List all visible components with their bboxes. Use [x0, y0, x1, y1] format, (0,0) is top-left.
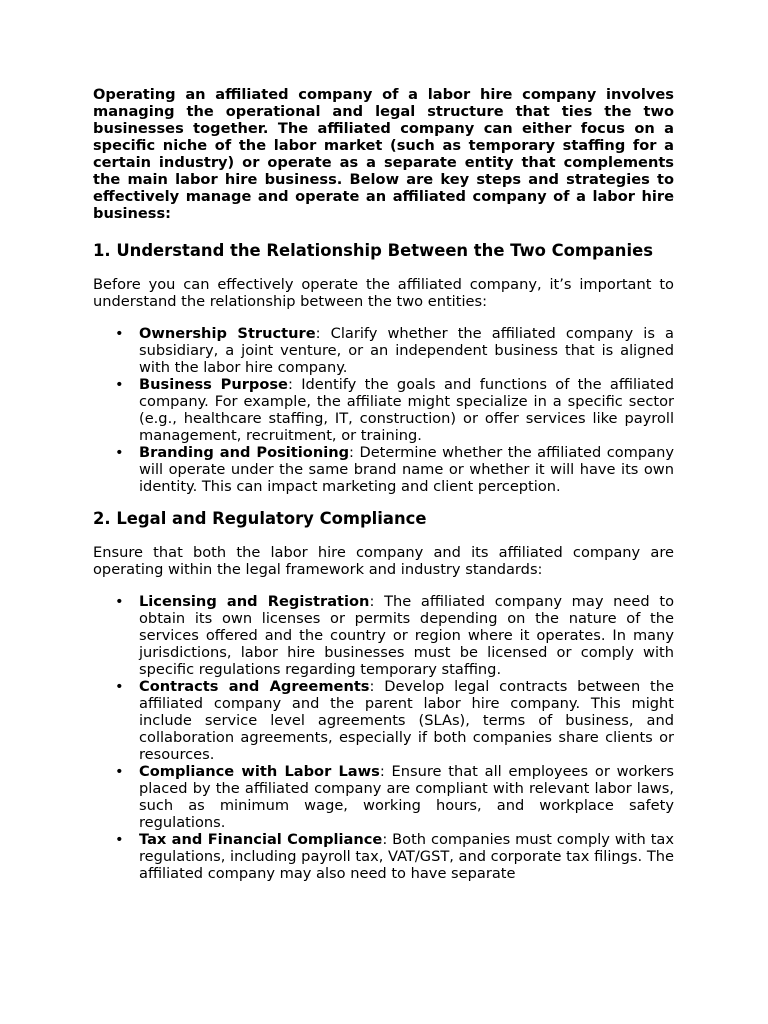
section-2-bullet-list — [93, 593, 674, 882]
list-item — [93, 763, 674, 831]
bullet-text: : Determine whether the affiliated company will operate under the same brand name or whether it will have its own identity. This can impact marketing and client perception. — [139, 444, 674, 495]
section-1-bullet-list — [93, 325, 674, 495]
bullet-term: Licensing and Registration — [139, 593, 370, 610]
bullet-text: : Clarify whether the affiliated company is a subsidiary, a joint venture, or an independent business that is aligned with the labor hire company. — [139, 325, 674, 376]
bullet-text: : Ensure that all employees or workers placed by the affiliated company are compliant with relevant labor laws, such as minimum wage, working hours, and workplace safety regulations. — [139, 763, 674, 831]
section-1-paragraph: Before you can effectively operate the affiliated company, it’s important to understand the relationship between the two entities: — [93, 276, 674, 310]
list-item — [93, 678, 674, 763]
document-page — [93, 86, 674, 882]
bullet-term: Branding and Positioning — [139, 444, 350, 461]
bullet-term: Business Purpose — [139, 376, 288, 393]
list-item — [93, 831, 674, 882]
bullet-text: : Identify the goals and functions of the affiliated company. For example, the affiliate might specialize in a specific sector (e.g., healthcare staffing, IT, construction) or offer services like payroll management, recruitment, or training. — [139, 376, 674, 444]
bullet-icon: • — [115, 678, 124, 695]
list-item — [93, 444, 674, 495]
bullet-term: Tax and Financial Compliance — [139, 831, 383, 848]
bullet-icon: • — [115, 593, 124, 610]
bullet-icon: • — [115, 376, 124, 393]
list-item — [93, 325, 674, 376]
intro-paragraph: Operating an affiliated company of a labor hire company involves managing the operational and legal structure that ties the two businesses together. The affiliated company can either focus on a specific niche of the labor market (such as temporary staffing for a certain industry) or operate as a separate entity that complements the main labor hire business. Below are key steps and strategies to effectively manage and operate an affiliated company of a labor hire business: — [93, 86, 674, 222]
bullet-icon: • — [115, 831, 124, 848]
bullet-text: : The affiliated company may need to obtain its own licenses or permits depending on the nature of the services offered and the country or region where it operates. In many jurisdictions, labor hire businesses must be licensed or comply with specific regulations regarding temporary staffing. — [139, 593, 674, 678]
list-item — [93, 593, 674, 678]
bullet-term: Ownership Structure — [139, 325, 316, 342]
bullet-icon: • — [115, 763, 124, 780]
section-1-heading: 1. Understand the Relationship Between the Two Companies — [93, 241, 653, 260]
section-2-heading: 2. Legal and Regulatory Compliance — [93, 509, 427, 528]
bullet-icon: • — [115, 444, 124, 461]
bullet-text: : Both companies must comply with tax regulations, including payroll tax, VAT/GST, and corporate tax filings. The affiliated company may also need to have separate — [139, 831, 674, 882]
bullet-text: : Develop legal contracts between the affiliated company and the parent labor hire company. This might include service level agreements (SLAs), terms of business, and collaboration agreements, especially if both companies share clients or resources. — [139, 678, 674, 763]
list-item — [93, 376, 674, 444]
bullet-term: Compliance with Labor Laws — [139, 763, 380, 780]
section-2-paragraph: Ensure that both the labor hire company and its affiliated company are operating within the legal framework and industry standards: — [93, 544, 674, 578]
bullet-icon: • — [115, 325, 124, 342]
bullet-term: Contracts and Agreements — [139, 678, 370, 695]
